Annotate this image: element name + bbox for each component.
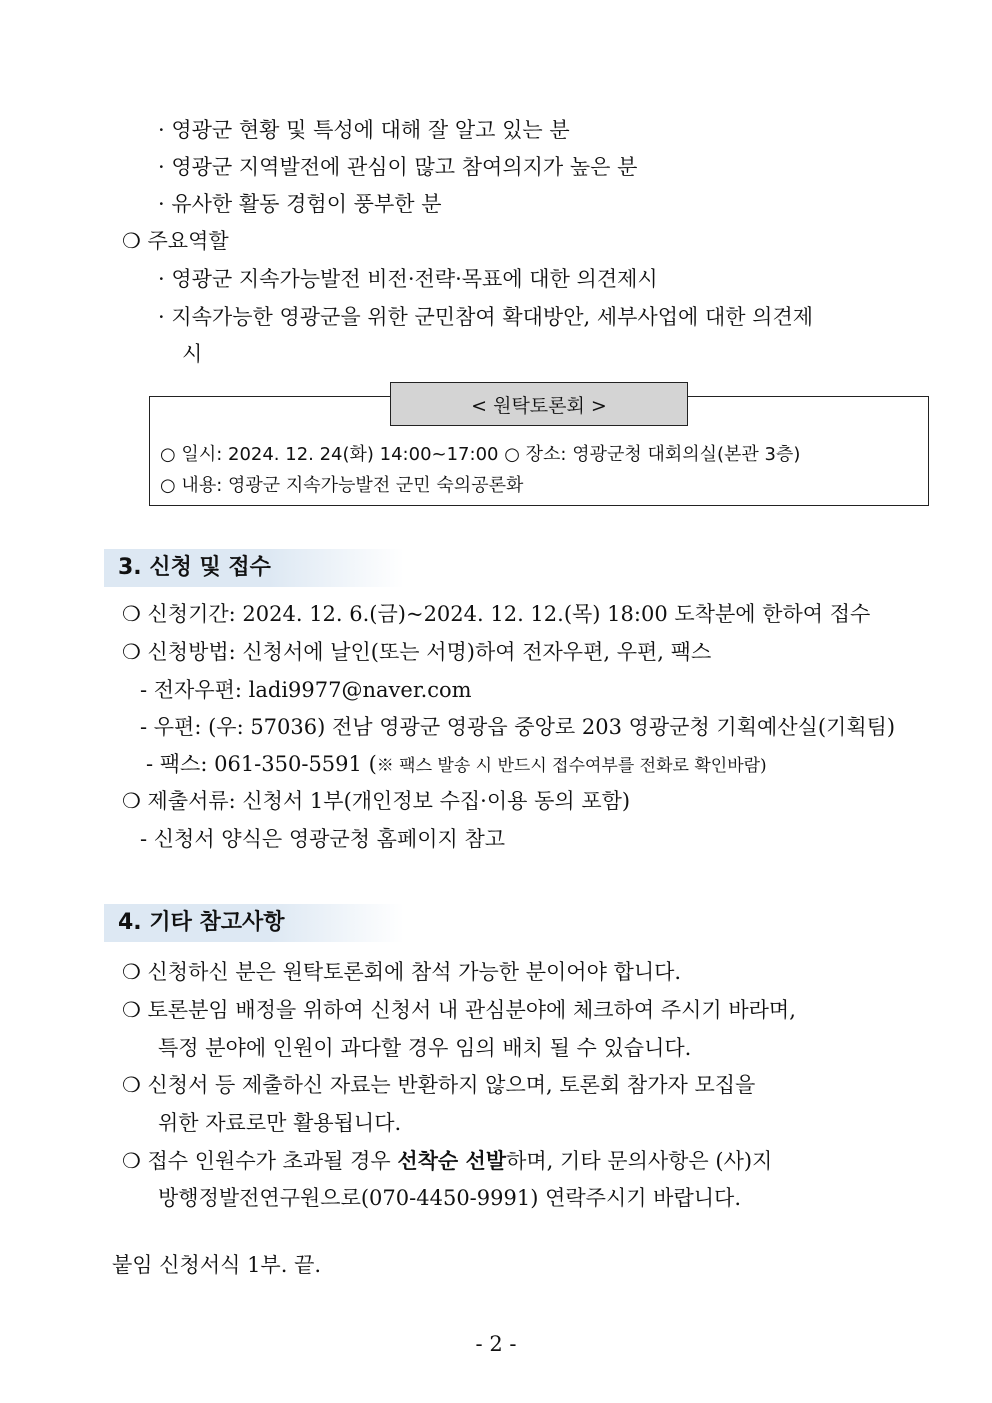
bullet-experience: · 유사한 활동 경험이 풍부한 분 <box>158 192 442 216</box>
role-bullet-participation: · 지속가능한 영광군을 위한 군민참여 확대방안, 세부사업에 대한 의견제 <box>158 305 814 329</box>
roles-heading: ❍ 주요역할 <box>122 229 229 253</box>
note-return-line2: 위한 자료로만 활용됩니다. <box>158 1111 402 1135</box>
note-attendance: ❍ 신청하신 분은 원탁토론회에 참석 가능한 분이어야 합니다. <box>122 960 682 984</box>
submit-documents: ❍ 제출서류: 신청서 1부(개인정보 수집·이용 동의 포함) <box>122 789 631 813</box>
apply-method: ❍ 신청방법: 신청서에 날인(또는 서명)하여 전자우편, 우편, 팩스 <box>122 640 712 664</box>
note-selection-post: 하며, 기타 문의사항은 (사)지 <box>506 1149 773 1173</box>
apply-post: - 우편: (우: 57036) 전남 영광군 영광읍 중앙로 203 영광군청 기획예산실(기획팀) <box>140 715 896 739</box>
roundtable-datetime: ○ 일시: 2024. 12. 24(화) 14:00~17:00 ○ 장소: 영광군청 대회의실(본관 3층) <box>160 444 801 465</box>
note-selection-line2: 방행정발전연구원으로(070-4450-9991) 연락주시기 바랍니다. <box>158 1186 742 1210</box>
note-group-line1: ❍ 토론분임 배정을 위하여 신청서 내 관심분야에 체크하여 주시기 바라며, <box>122 998 796 1022</box>
apply-fax-note: ※ 팩스 발송 시 반드시 접수여부를 전화로 확인바람) <box>376 756 767 776</box>
bullet-interest: · 영광군 지역발전에 관심이 많고 참여의지가 높은 분 <box>158 155 638 179</box>
page-number: - 2 - <box>475 1332 517 1356</box>
note-return-line1: ❍ 신청서 등 제출하신 자료는 반환하지 않으며, 토론회 참가자 모집을 <box>122 1073 756 1097</box>
form-note: - 신청서 양식은 영광군청 홈페이지 참고 <box>140 827 506 851</box>
apply-fax <box>146 751 767 779</box>
apply-email: - 전자우편: ladi9977@naver.com <box>140 678 472 702</box>
note-selection-bold: 선착순 선발 <box>397 1148 507 1173</box>
note-selection-line1 <box>122 1148 772 1174</box>
roundtable-title: < 원탁토론회 > <box>390 382 688 426</box>
bullet-knowledge: · 영광군 현황 및 특성에 대해 잘 알고 있는 분 <box>158 118 570 142</box>
section4-heading: 4. 기타 참고사항 <box>104 904 404 942</box>
section3-heading: 3. 신청 및 접수 <box>104 549 404 587</box>
role-bullet-wrap: 시 <box>182 342 203 366</box>
attachment-note: 붙임 신청서식 1부. 끝. <box>112 1253 322 1277</box>
roundtable-content: ○ 내용: 영광군 지속가능발전 군민 숙의공론화 <box>160 475 524 496</box>
note-selection-pre: ❍ 접수 인원수가 초과될 경우 <box>122 1149 398 1173</box>
apply-fax-number: - 팩스: 061-350-5591 ( <box>146 752 377 776</box>
note-group-line2: 특정 분야에 인원이 과다할 경우 임의 배치 될 수 있습니다. <box>158 1036 692 1060</box>
apply-period: ❍ 신청기간: 2024. 12. 6.(금)~2024. 12. 12.(목) 18:00 도착분에 한하여 접수 <box>122 602 871 626</box>
role-bullet-vision: · 영광군 지속가능발전 비전·전략·목표에 대한 의견제시 <box>158 267 658 291</box>
